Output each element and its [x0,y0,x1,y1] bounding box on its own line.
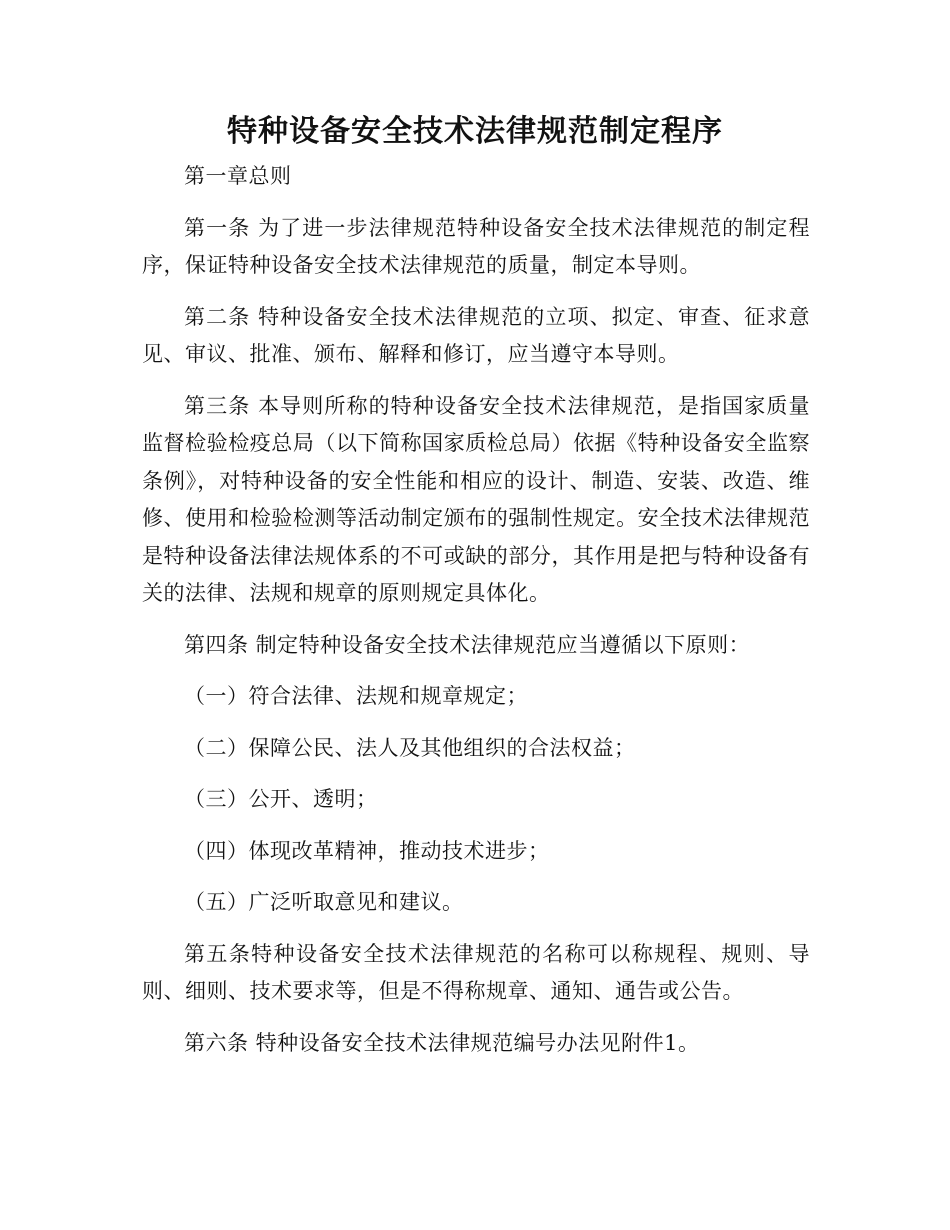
article-5: 第五条特种设备安全技术法律规范的名称可以称规程、规则、导则、细则、技术要求等，但是不得称规章、通知、通告或公告。 [142,941,810,1003]
principle-4: （四）体现改革精神，推动技术进步； [184,838,550,863]
article-2: 第二条 特种设备安全技术法律规范的立项、拟定、审查、征求意见、审议、批准、颁布、解释和修订，应当遵守本导则。 [142,304,810,366]
article-3: 第三条 本导则所称的特种设备安全技术法律规范，是指国家质量监督检验检疫总局（以下简称国家质检总局）依据《特种设备安全监察条例》，对特种设备的安全性能和相应的设计、制造、安装、改造、维修、使用和检验检测等活动制定颁布的强制性规定。安全技术法律规范是特种设备法律法规体系的不可或缺的部分，其作用是把与特种设备有关的法律、法规和规章的原则规定具体化。 [142,393,810,605]
document-body [142,158,810,1062]
chapter-heading: 第一章总则 [184,164,292,188]
article-6: 第六条 特种设备安全技术法律规范编号办法见附件1。 [184,1030,700,1055]
article-1: 第一条 为了进一步法律规范特种设备安全技术法律规范的制定程序，保证特种设备安全技术法律规范的质量，制定本导则。 [142,215,810,277]
document-title: 特种设备安全技术法律规范制定程序 [227,114,723,149]
principle-1: （一）符合法律、法规和规章规定； [184,684,528,708]
article-4: 第四条 制定特种设备安全技术法律规范应当遵循以下原则： [184,632,751,657]
principle-2: （二）保障公民、法人及其他组织的合法权益； [184,735,636,760]
principle-5: （五）广泛听取意见和建议。 [184,890,464,914]
principle-3: （三）公开、透明； [184,787,378,811]
